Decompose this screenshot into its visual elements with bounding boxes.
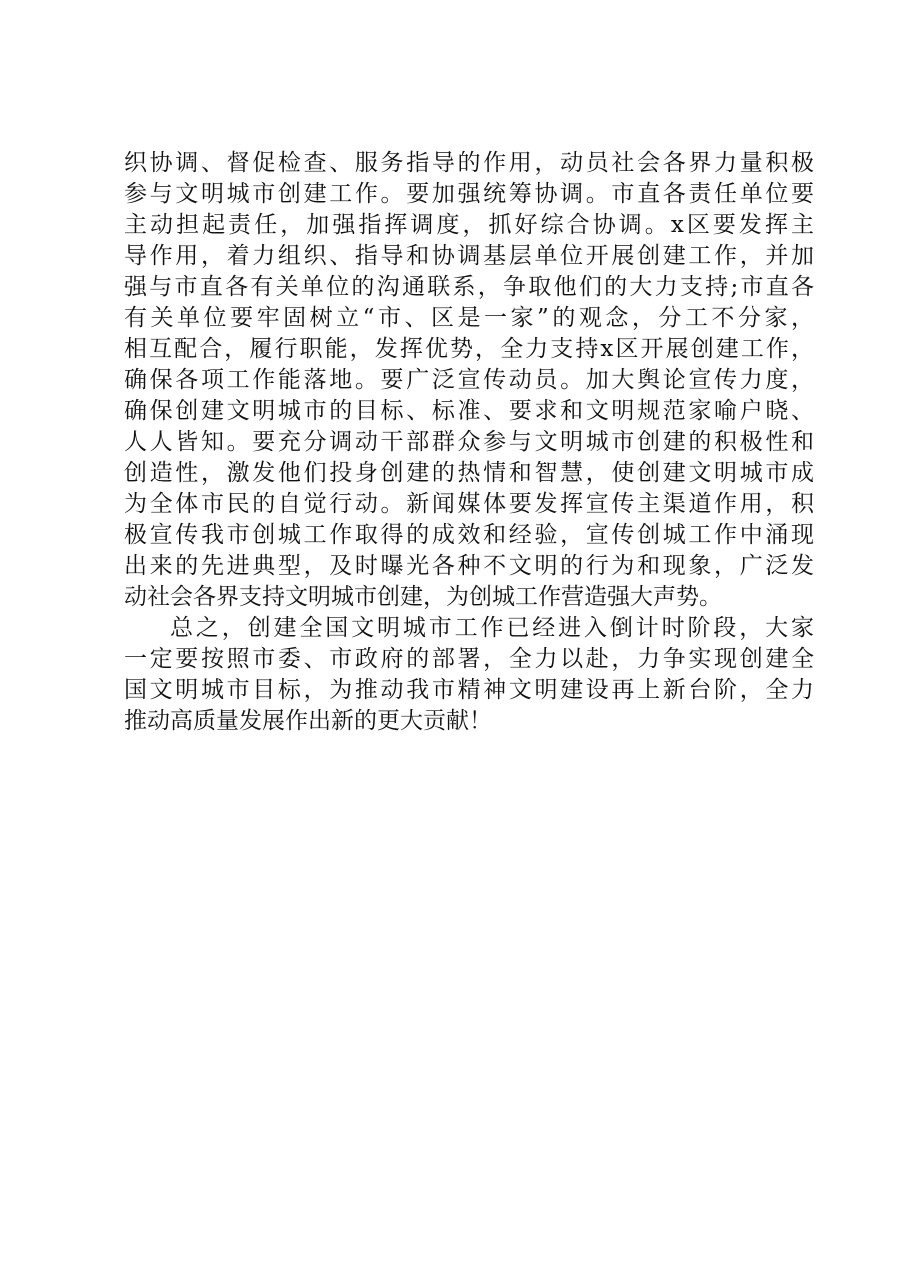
paragraph-1: [124, 148, 814, 613]
text-line: 人人皆知。要充分调动干部群众参与文明城市创建的积极性和: [124, 429, 814, 455]
text-line: 极宣传我市创城工作取得的成效和经验，宣传创城工作中涌现: [124, 522, 814, 548]
text-line: 确保创建文明城市的目标、标准、要求和文明规范家喻户晓、: [124, 398, 814, 424]
text-line: 出来的先进典型，及时曝光各种不文明的行为和现象，广泛发: [124, 553, 814, 579]
text-line: 国文明城市目标，为推动我市精神文明建设再上新台阶，全力: [124, 677, 814, 703]
text-line: 有关单位要牢固树立“市、区是一家”的观念，分工不分家，: [124, 305, 814, 331]
body-text: [124, 148, 814, 737]
text-line: 动社会各界支持文明城市创建，为创城工作营造强大声势。: [124, 584, 722, 610]
text-line: 参与文明城市创建工作。要加强统筹协调。市直各责任单位要: [124, 181, 814, 207]
text-line: 为全体市民的自觉行动。新闻媒体要发挥宣传主渠道作用，积: [124, 491, 814, 517]
text-line: 织协调、督促检查、服务指导的作用，动员社会各界力量积极: [124, 150, 814, 176]
text-line: 确保各项工作能落地。要广泛宣传动员。加大舆论宣传力度，: [124, 367, 814, 393]
paragraph-2: [124, 613, 814, 737]
text-line: 导作用，着力组织、指导和协调基层单位开展创建工作，并加: [124, 243, 814, 269]
text-line: 相互配合，履行职能，发挥优势，全力支持x区开展创建工作，: [124, 336, 814, 362]
text-line: 强与市直各有关单位的沟通联系，争取他们的大力支持;市直各: [124, 274, 814, 300]
text-line: 一定要按照市委、市政府的部署，全力以赴，力争实现创建全: [124, 646, 814, 672]
text-line: 创造性，激发他们投身创建的热情和智慧，使创建文明城市成: [124, 460, 814, 486]
text-line: 推动高质量发展作出新的更大贡献！: [124, 708, 492, 734]
text-line: 总之，创建全国文明城市工作已经进入倒计时阶段，大家: [170, 615, 814, 641]
text-line: 主动担起责任，加强指挥调度，抓好综合协调。x区要发挥主: [124, 212, 814, 238]
